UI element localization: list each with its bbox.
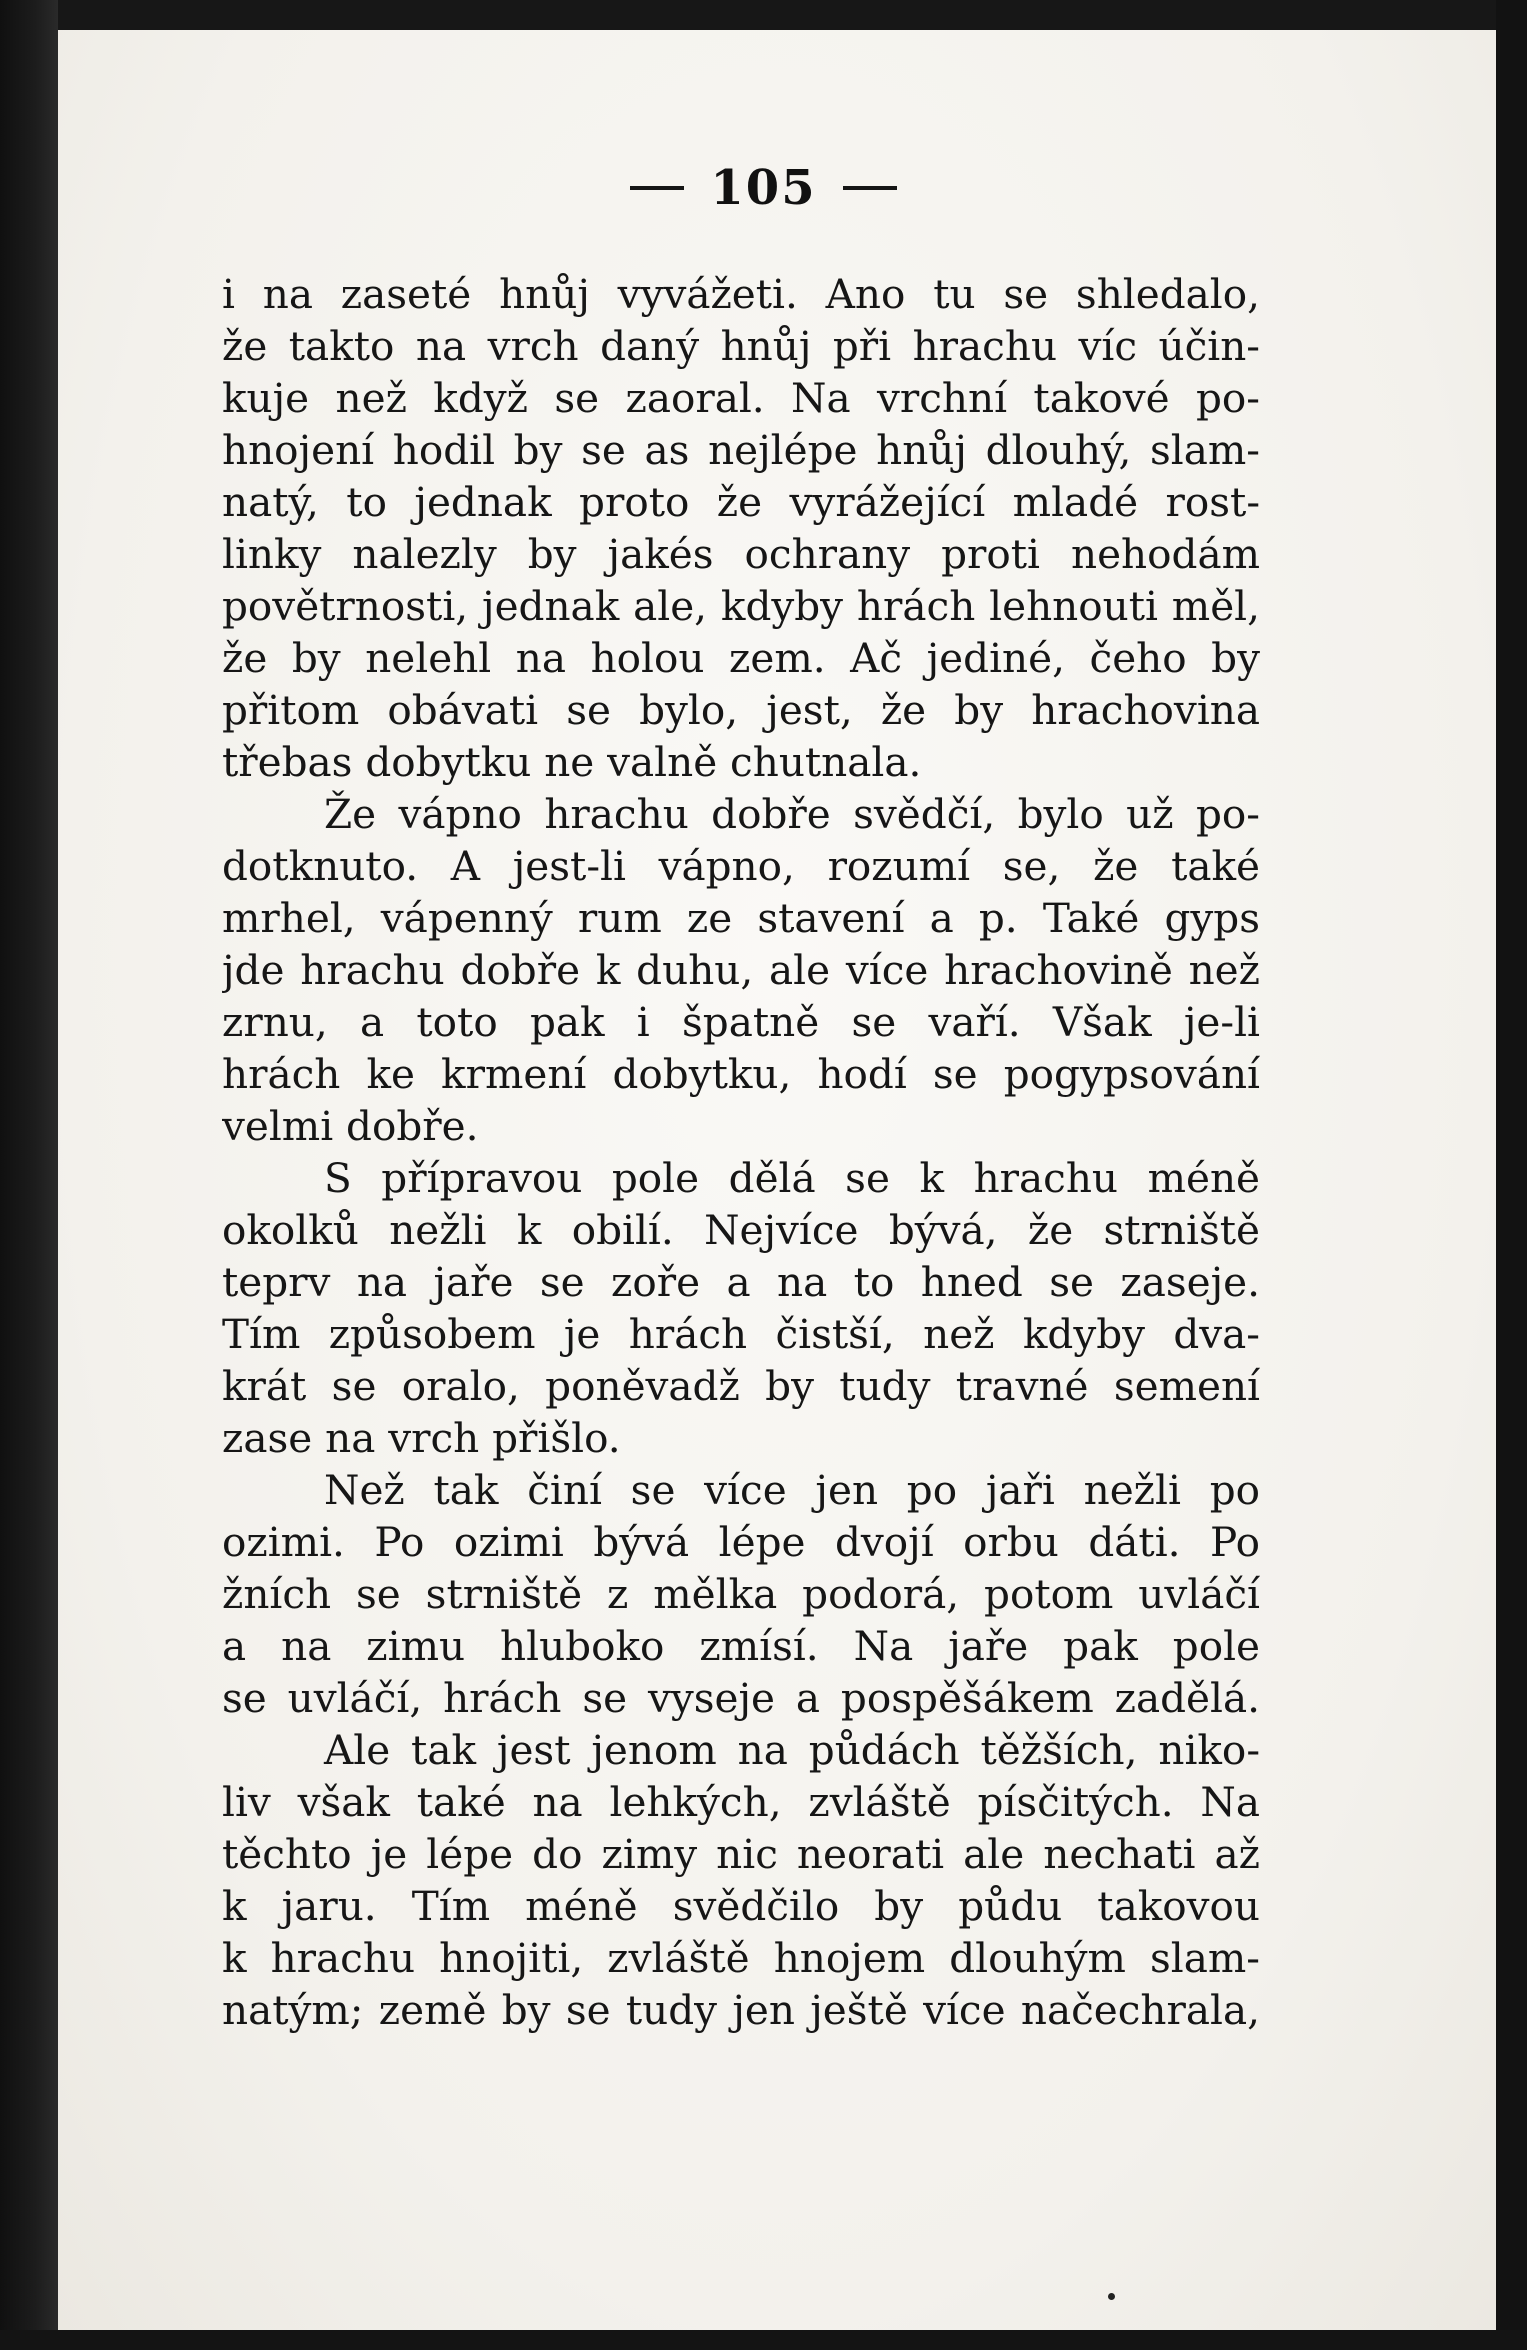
right-scan-edge [1496,0,1527,2350]
page-number: 105 [710,160,817,216]
text-line: natý, to jednak proto že vyrážející mladé rost- [222,478,1260,526]
text-line: Než tak činí se více jen po jaři nežli po [324,1466,1260,1514]
text-line: žních se strniště z mělka podorá, potom uvláčí [222,1570,1260,1618]
text-line: velmi dobře. [222,1102,479,1150]
text-line: jde hrachu dobře k duhu, ale více hrachovině než [222,946,1260,994]
text-line: hrách ke krmení dobytku, hodí se pogypsování [222,1050,1260,1098]
page-number-header [0,160,1527,216]
text-line: že takto na vrch daný hnůj při hrachu víc účin- [222,322,1260,370]
ink-speck [1108,2293,1115,2300]
text-line: ozimi. Po ozimi bývá lépe dvojí orbu dáti. Po [222,1518,1260,1566]
left-dash [630,186,684,190]
text-line: a na zimu hluboko zmísí. Na jaře pak pole [222,1622,1260,1670]
text-line: se uvláčí, hrách se vyseje a pospěšákem zadělá. [222,1674,1260,1722]
text-line: natým; země by se tudy jen ještě více načechrala, [222,1986,1260,2034]
right-dash [843,186,897,190]
text-line: hnojení hodil by se as nejlépe hnůj dlouhý, slam- [222,426,1260,474]
body-text [222,268,1260,2036]
bottom-scan-edge [0,2330,1527,2350]
text-line: těchto je lépe do zimy nic neorati ale nechati až [222,1830,1260,1878]
text-line: dotknuto. A jest-li vápno, rozumí se, že také [222,842,1260,890]
text-line: kuje než když se zaoral. Na vrchní takové po- [222,374,1260,422]
text-line: povětrnosti, jednak ale, kdyby hrách lehnouti měl, [222,582,1260,630]
text-line: S přípravou pole dělá se k hrachu méně [324,1154,1260,1202]
text-line: zrnu, a toto pak i špatně se vaří. Však je-li [222,998,1260,1046]
text-line: k jaru. Tím méně svědčilo by půdu takovou [222,1882,1260,1930]
text-line: přitom obávati se bylo, jest, že by hrachovina [222,686,1260,734]
text-line: třebas dobytku ne valně chutnala. [222,738,922,786]
text-line: k hrachu hnojiti, zvláště hnojem dlouhým slam- [222,1934,1260,1982]
text-line: okolků nežli k obilí. Nejvíce bývá, že strniště [222,1206,1260,1254]
text-line: linky nalezly by jakés ochrany proti nehodám [222,530,1260,578]
text-line: liv však také na lehkých, zvláště písčitých. Na [222,1778,1260,1826]
text-line: mrhel, vápenný rum ze stavení a p. Také gyps [222,894,1260,942]
left-binding-edge [0,0,58,2350]
text-line: zase na vrch přišlo. [222,1414,621,1462]
text-line: krát se oralo, poněvadž by tudy travné semení [222,1362,1260,1410]
text-line: i na zaseté hnůj vyvážeti. Ano tu se shledalo, [222,270,1260,318]
text-line: Tím způsobem je hrách čistší, než kdyby dva- [222,1310,1260,1358]
text-line: teprv na jaře se zoře a na to hned se zaseje. [222,1258,1260,1306]
text-line: Ale tak jest jenom na půdách těžších, niko- [324,1726,1260,1774]
text-line: Že vápno hrachu dobře svědčí, bylo už po- [324,790,1260,838]
text-line: že by nelehl na holou zem. Ač jediné, čeho by [222,634,1260,682]
